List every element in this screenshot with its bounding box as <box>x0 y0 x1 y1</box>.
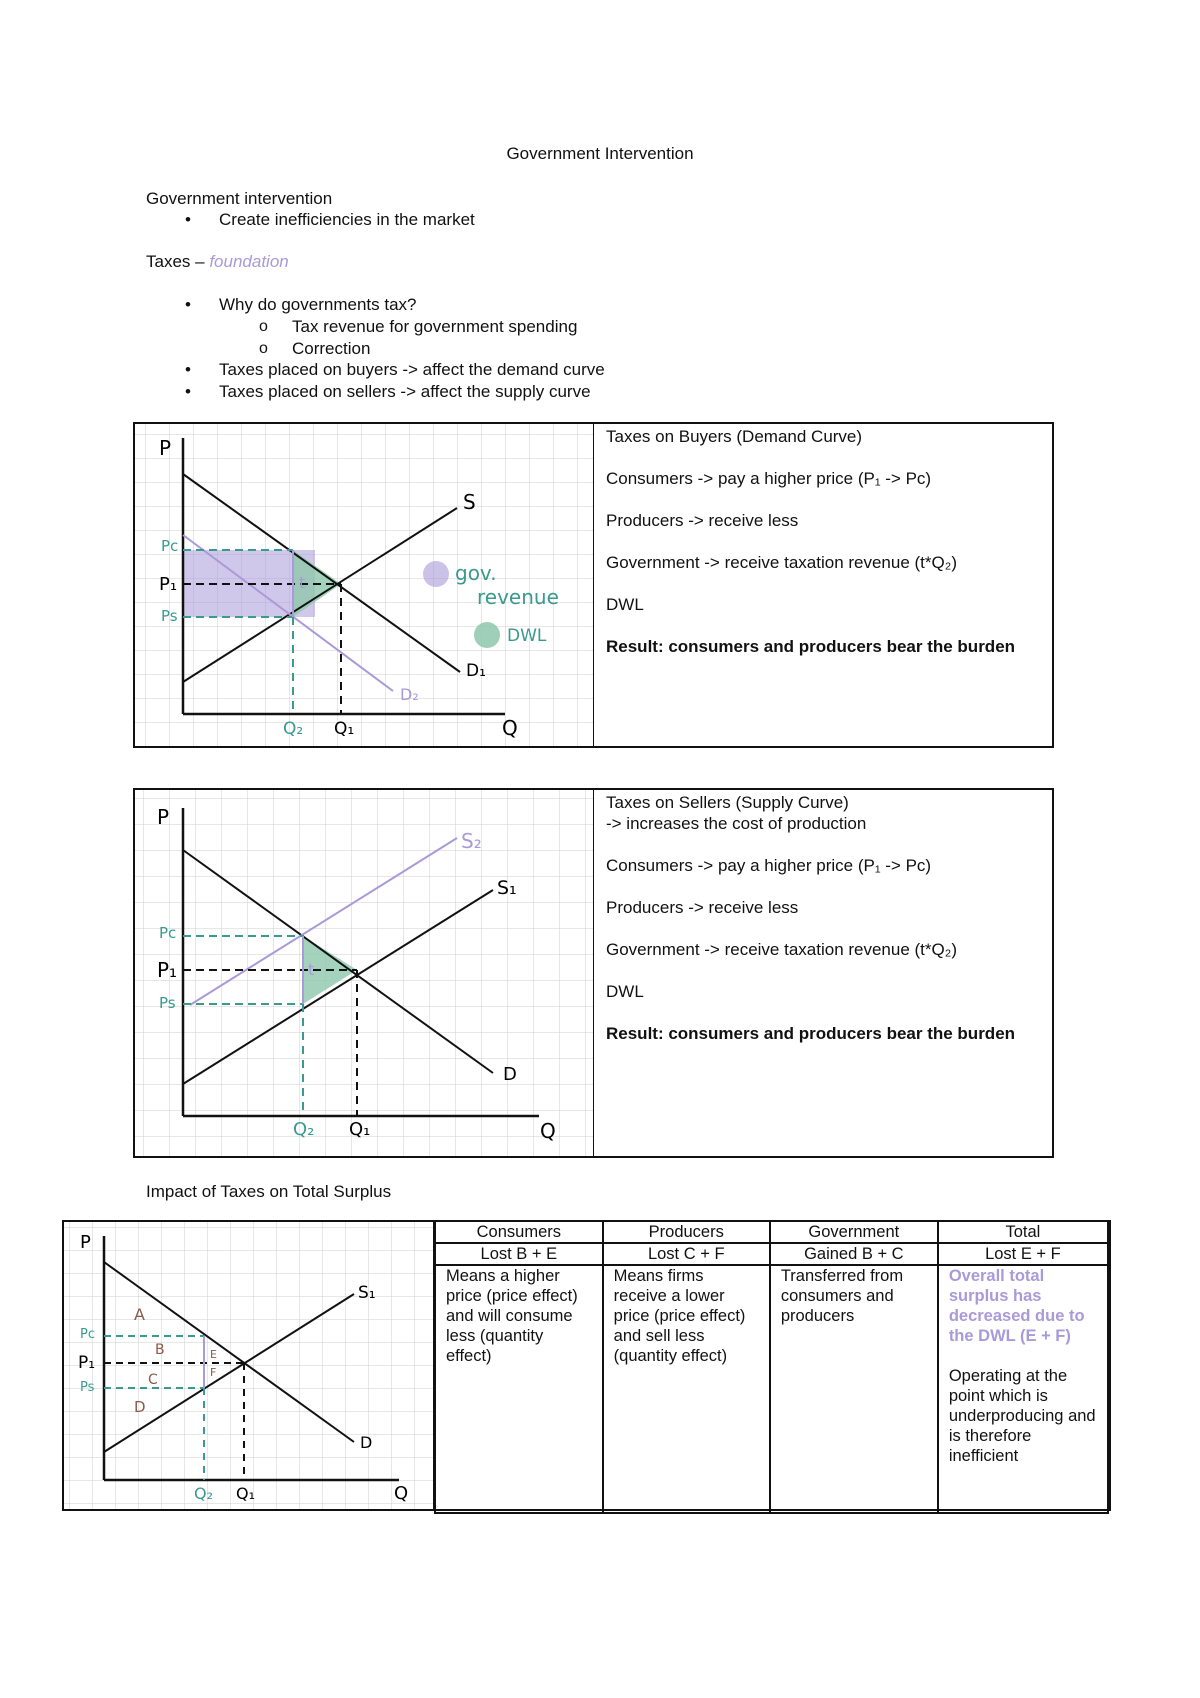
total-highlight: Overall total surplus has decreased due to the DWL (E + F) <box>948 1267 1085 1345</box>
why-tax-bullet: • Why do governments tax? <box>219 295 416 315</box>
price-label-p1: P₁ <box>159 574 178 595</box>
quantity-label-q2: Q₂ <box>194 1484 214 1503</box>
surplus-panel <box>62 1220 1111 1511</box>
axis-label-q: Q <box>394 1483 409 1504</box>
sellers-producers: Producers -> receive less <box>606 898 799 917</box>
axis-label-p: P <box>80 1232 91 1253</box>
legend-dwl-swatch <box>474 622 500 648</box>
sellers-dwl: DWL <box>606 982 644 1001</box>
detail-consumers: Means a higher price (price effect) and will consume less (quantity effect) <box>435 1265 603 1513</box>
surplus-table-detail-row <box>435 1265 1108 1513</box>
surplus-table <box>434 1220 1109 1514</box>
curve-label-d2: D₂ <box>400 685 419 704</box>
tax-label-t: t <box>308 960 315 979</box>
curve-label-d: D <box>360 1433 373 1452</box>
area-label-d: D <box>134 1398 146 1416</box>
axis-label-p: P <box>159 436 172 460</box>
sellers-bullet: • Taxes placed on sellers -> affect the supply curve <box>219 382 591 402</box>
price-label-pc: Pc <box>159 924 177 942</box>
price-label-pc: Pc <box>80 1327 95 1342</box>
area-label-b: B <box>155 1342 165 1358</box>
quantity-label-q2: Q₂ <box>283 719 304 739</box>
curve-label-s1: S₁ <box>358 1283 376 1303</box>
curve-label-s2: S₂ <box>461 829 482 853</box>
taxes-heading <box>146 252 289 272</box>
taxes-note: foundation <box>209 252 289 271</box>
price-label-pc: Pc <box>161 537 179 555</box>
change-consumers: Lost B + E <box>435 1243 603 1265</box>
tax-label-t: t <box>299 573 306 592</box>
surplus-table-change-row <box>435 1243 1108 1265</box>
header-total: Total <box>938 1221 1108 1243</box>
sellers-heading: Taxes on Sellers (Supply Curve) <box>606 793 849 812</box>
quantity-label-q1: Q₁ <box>349 1119 371 1140</box>
buyers-notes <box>606 426 1026 678</box>
why-sub-1: o Tax revenue for government spending <box>292 317 577 337</box>
total-text: Operating at the point which is underproducing and is therefore inefficient <box>948 1367 1096 1465</box>
sellers-notes <box>606 792 1026 1065</box>
change-total: Lost E + F <box>938 1243 1108 1265</box>
area-label-e: E <box>210 1348 217 1361</box>
curve-label-d: D <box>503 1064 517 1085</box>
buyers-producers: Producers -> receive less <box>606 511 799 530</box>
buyers-heading: Taxes on Buyers (Demand Curve) <box>606 427 863 446</box>
header-producers: Producers <box>603 1221 770 1243</box>
price-label-ps: Ps <box>159 994 176 1012</box>
curve-label-s: S <box>463 490 476 514</box>
sellers-result: Result: consumers and producers bear the burden <box>606 1024 1016 1043</box>
detail-total <box>938 1265 1108 1513</box>
intro-heading: Government intervention <box>146 189 333 208</box>
impact-heading: Impact of Taxes on Total Surplus <box>146 1182 392 1201</box>
buyers-government: Government -> receive taxation revenue (t*Q₂) <box>606 553 958 572</box>
detail-government: Transferred from consumers and producers <box>770 1265 938 1513</box>
page-title: Government Intervention <box>506 144 694 163</box>
sellers-consumers: Consumers -> pay a higher price (P₁ -> Pᴄ) <box>606 856 932 875</box>
axis-label-q: Q <box>502 716 518 740</box>
quantity-label-q2: Q₂ <box>293 1119 315 1140</box>
buyers-result: Result: consumers and producers bear the burden <box>606 637 1016 656</box>
quantity-label-q1: Q₁ <box>334 719 355 739</box>
surplus-graph <box>64 1222 434 1509</box>
price-label-p1: P₁ <box>78 1353 96 1373</box>
axis-label-q: Q <box>540 1119 556 1143</box>
detail-producers: Means firms receive a lower price (price effect) and sell less (quantity effect) <box>603 1265 770 1513</box>
legend-revenue-label: revenue <box>477 585 559 609</box>
sellers-graph <box>135 790 594 1156</box>
buyers-graph <box>135 424 594 746</box>
curve-label-s1: S₁ <box>497 877 517 899</box>
quantity-label-q1: Q₁ <box>236 1484 256 1503</box>
sellers-panel <box>133 788 1054 1158</box>
why-sub-2: o Correction <box>292 339 370 359</box>
area-label-f: F <box>210 1366 217 1379</box>
header-government: Government <box>770 1221 938 1243</box>
legend-gov-label: gov. <box>455 561 497 585</box>
legend-gov-swatch <box>423 561 449 587</box>
buyers-bullet: • Taxes placed on buyers -> affect the demand curve <box>219 360 605 380</box>
axis-label-p: P <box>157 805 170 829</box>
legend-dwl-label: DWL <box>507 626 547 646</box>
taxes-heading-label: Taxes – <box>146 252 205 271</box>
area-label-a: A <box>134 1305 145 1324</box>
area-label-c: C <box>148 1372 158 1388</box>
intro-bullet: • Create inefficiencies in the market <box>219 210 475 230</box>
price-label-ps: Ps <box>80 1380 95 1395</box>
surplus-table-header-row <box>435 1221 1108 1243</box>
change-producers: Lost C + F <box>603 1243 770 1265</box>
buyers-panel <box>133 422 1054 748</box>
sellers-sub: -> increases the cost of production <box>606 814 867 833</box>
price-label-ps: Ps <box>161 607 178 625</box>
change-government: Gained B + C <box>770 1243 938 1265</box>
sellers-government: Government -> receive taxation revenue (t*Q₂) <box>606 940 958 959</box>
price-label-p1: P₁ <box>157 958 178 982</box>
curve-label-d1: D₁ <box>466 661 486 681</box>
buyers-dwl: DWL <box>606 595 644 614</box>
header-consumers: Consumers <box>435 1221 603 1243</box>
buyers-consumers: Consumers -> pay a higher price (P₁ -> Pᴄ) <box>606 469 932 488</box>
